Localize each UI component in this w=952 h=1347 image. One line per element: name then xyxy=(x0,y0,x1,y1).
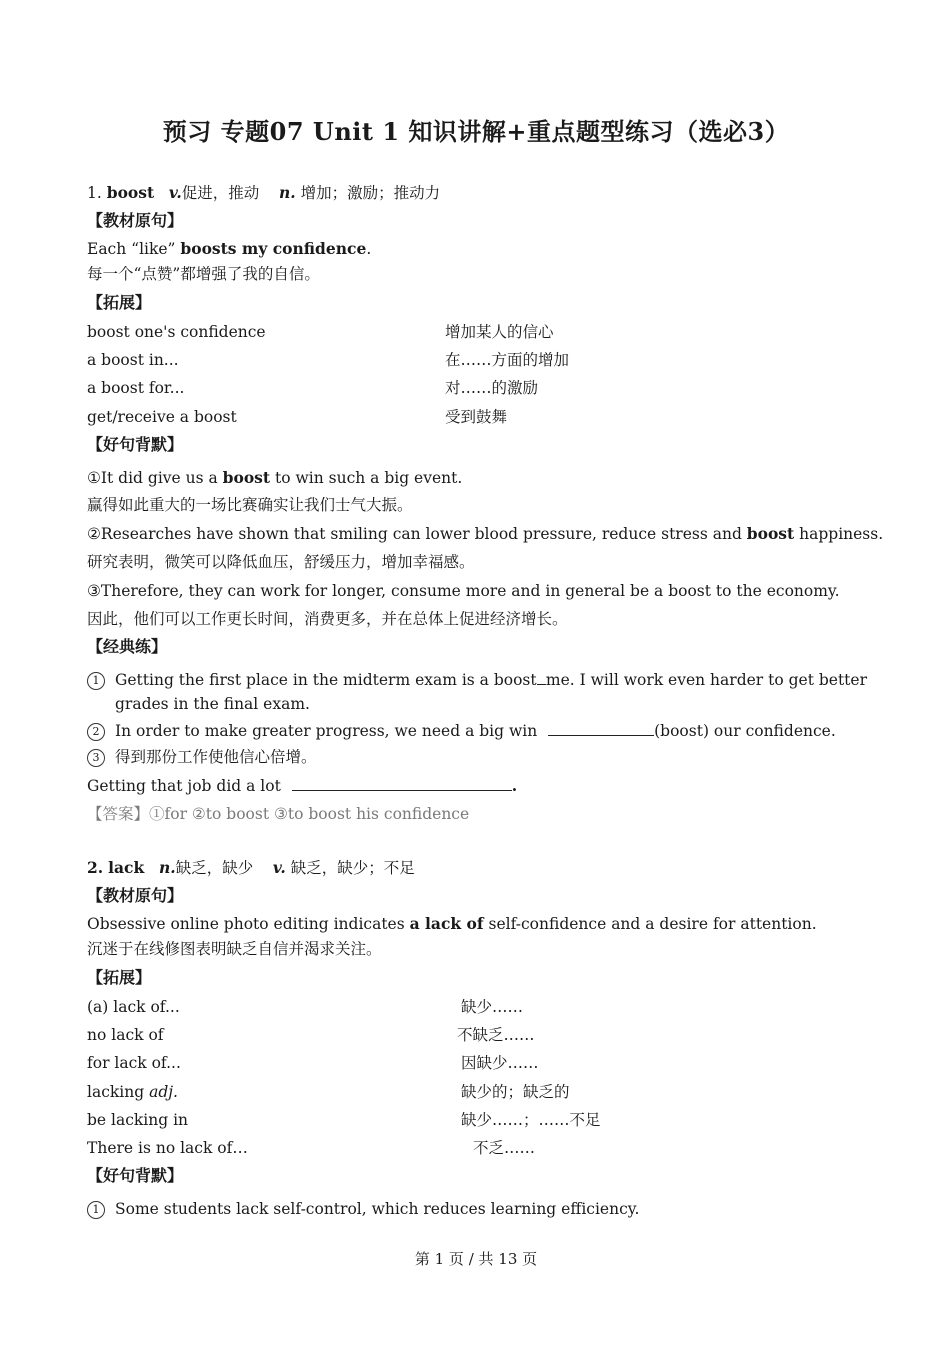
pos-verb: v. xyxy=(168,183,182,202)
entry-word: lack xyxy=(108,858,145,877)
extend-phrase: be lacking in xyxy=(87,1111,189,1129)
extend-meaning: 缺少的；缺乏的 xyxy=(461,1083,570,1101)
good-sentence: ①It did give us a boost to win such a big event. xyxy=(87,468,463,487)
section-heading-good-sentences: 【好句背默】 xyxy=(87,1166,184,1185)
pos-noun: n. xyxy=(279,183,296,202)
extend-phrase: a boost for... xyxy=(87,379,185,397)
extend-meaning: 对……的激励 xyxy=(445,379,539,397)
pos-verb: v. xyxy=(272,858,286,877)
extend-phrase: for lack of... xyxy=(87,1054,181,1072)
answer-blank[interactable] xyxy=(292,776,512,791)
good-sentence-translation: 因此，他们可以工作更长时间，消费更多，并在总体上促进经济增长。 xyxy=(87,610,568,628)
extend-meaning: 缺少……；……不足 xyxy=(461,1111,601,1129)
textbook-translation: 沉迷于在线修图表明缺乏自信并渴求关注。 xyxy=(87,940,382,958)
practice-item: 1 Getting the first place in the midterm exam is a boost me. I will work even harder to get better grades in the final exam. xyxy=(87,670,867,714)
extend-phrase: get/receive a boost xyxy=(87,408,237,426)
section-heading-textbook: 【教材原句】 xyxy=(87,886,184,905)
section-heading-good-sentences: 【好句背默】 xyxy=(87,435,184,454)
def-noun: 缺乏，缺少 xyxy=(175,859,254,877)
good-sentence: ②Researches have shown that smiling can lower blood pressure, reduce stress and boost happiness. xyxy=(87,524,884,543)
good-sentence-translation: 赢得如此重大的一场比赛确实让我们士气大振。 xyxy=(87,496,413,514)
practice-item: 3 得到那份工作使他信心倍增。 xyxy=(87,747,317,767)
textbook-translation: 每一个“点赞”都增强了我的自信。 xyxy=(87,265,320,283)
answer-blank[interactable] xyxy=(548,721,654,736)
extend-meaning: 不缺乏…… xyxy=(457,1026,535,1044)
item-number-circle: 2 xyxy=(87,723,105,741)
section-heading-extend: 【拓展】 xyxy=(87,968,152,987)
good-sentence-translation: 研究表明，微笑可以降低血压，舒缓压力，增加幸福感。 xyxy=(87,553,475,571)
extend-meaning: 因缺少…… xyxy=(461,1054,539,1072)
extend-phrase: a boost in... xyxy=(87,351,179,369)
def-verb: 促进，推动 xyxy=(181,184,260,202)
item-number-circle: 1 xyxy=(87,1201,105,1219)
entry-boost-heading xyxy=(87,183,440,203)
entry-word: boost xyxy=(106,183,155,202)
entry-number: 2. xyxy=(87,858,104,877)
textbook-sentence: Obsessive online photo editing indicates a lack of self-confidence and a desire for attention. xyxy=(87,914,817,933)
section-heading-extend: 【拓展】 xyxy=(87,293,152,312)
def-noun: 增加；激励；推动力 xyxy=(300,184,441,202)
def-verb: 缺乏，缺少；不足 xyxy=(290,859,415,877)
practice-item-english: Getting that job did a lot . xyxy=(87,776,518,795)
extend-phrase: no lack of xyxy=(87,1026,164,1044)
answer-blank[interactable] xyxy=(537,670,546,685)
good-sentence: ③Therefore, they can work for longer, consume more and in general be a boost to the economy. xyxy=(87,582,840,600)
extend-meaning: 在……方面的增加 xyxy=(445,351,570,369)
entry-number: 1. xyxy=(87,184,102,202)
extend-phrase: boost one's confidence xyxy=(87,323,266,341)
page-title: 预习 专题07 Unit 1 知识讲解+重点题型练习（选必3） xyxy=(162,117,790,146)
section-heading-practice: 【经典练】 xyxy=(87,637,168,656)
section-heading-textbook: 【教材原句】 xyxy=(87,211,184,230)
answer-key: 【答案】①for ②to boost ③to boost his confidence xyxy=(87,805,470,823)
item-number-circle: 1 xyxy=(87,672,105,690)
page-footer: 第 1 页 / 共 13 页 xyxy=(414,1250,538,1268)
extend-meaning: 增加某人的信心 xyxy=(445,323,554,341)
good-sentence: 1 Some students lack self-control, which reduces learning efficiency. xyxy=(87,1199,639,1219)
item-number-circle: 3 xyxy=(87,749,105,767)
pos-noun: n. xyxy=(159,858,176,877)
extend-phrase: (a) lack of... xyxy=(87,998,180,1016)
textbook-sentence: Each “like” boosts my confidence. xyxy=(87,239,372,258)
extend-phrase: lacking adj. xyxy=(87,1083,178,1101)
extend-phrase: There is no lack of… xyxy=(87,1139,248,1157)
extend-meaning: 不乏…… xyxy=(473,1139,536,1157)
extend-meaning: 缺少…… xyxy=(461,998,524,1016)
practice-item: 2 In order to make greater progress, we need a big win (boost) our confidence. xyxy=(87,721,836,741)
entry-lack-heading xyxy=(87,858,415,878)
extend-meaning: 受到鼓舞 xyxy=(445,408,508,426)
